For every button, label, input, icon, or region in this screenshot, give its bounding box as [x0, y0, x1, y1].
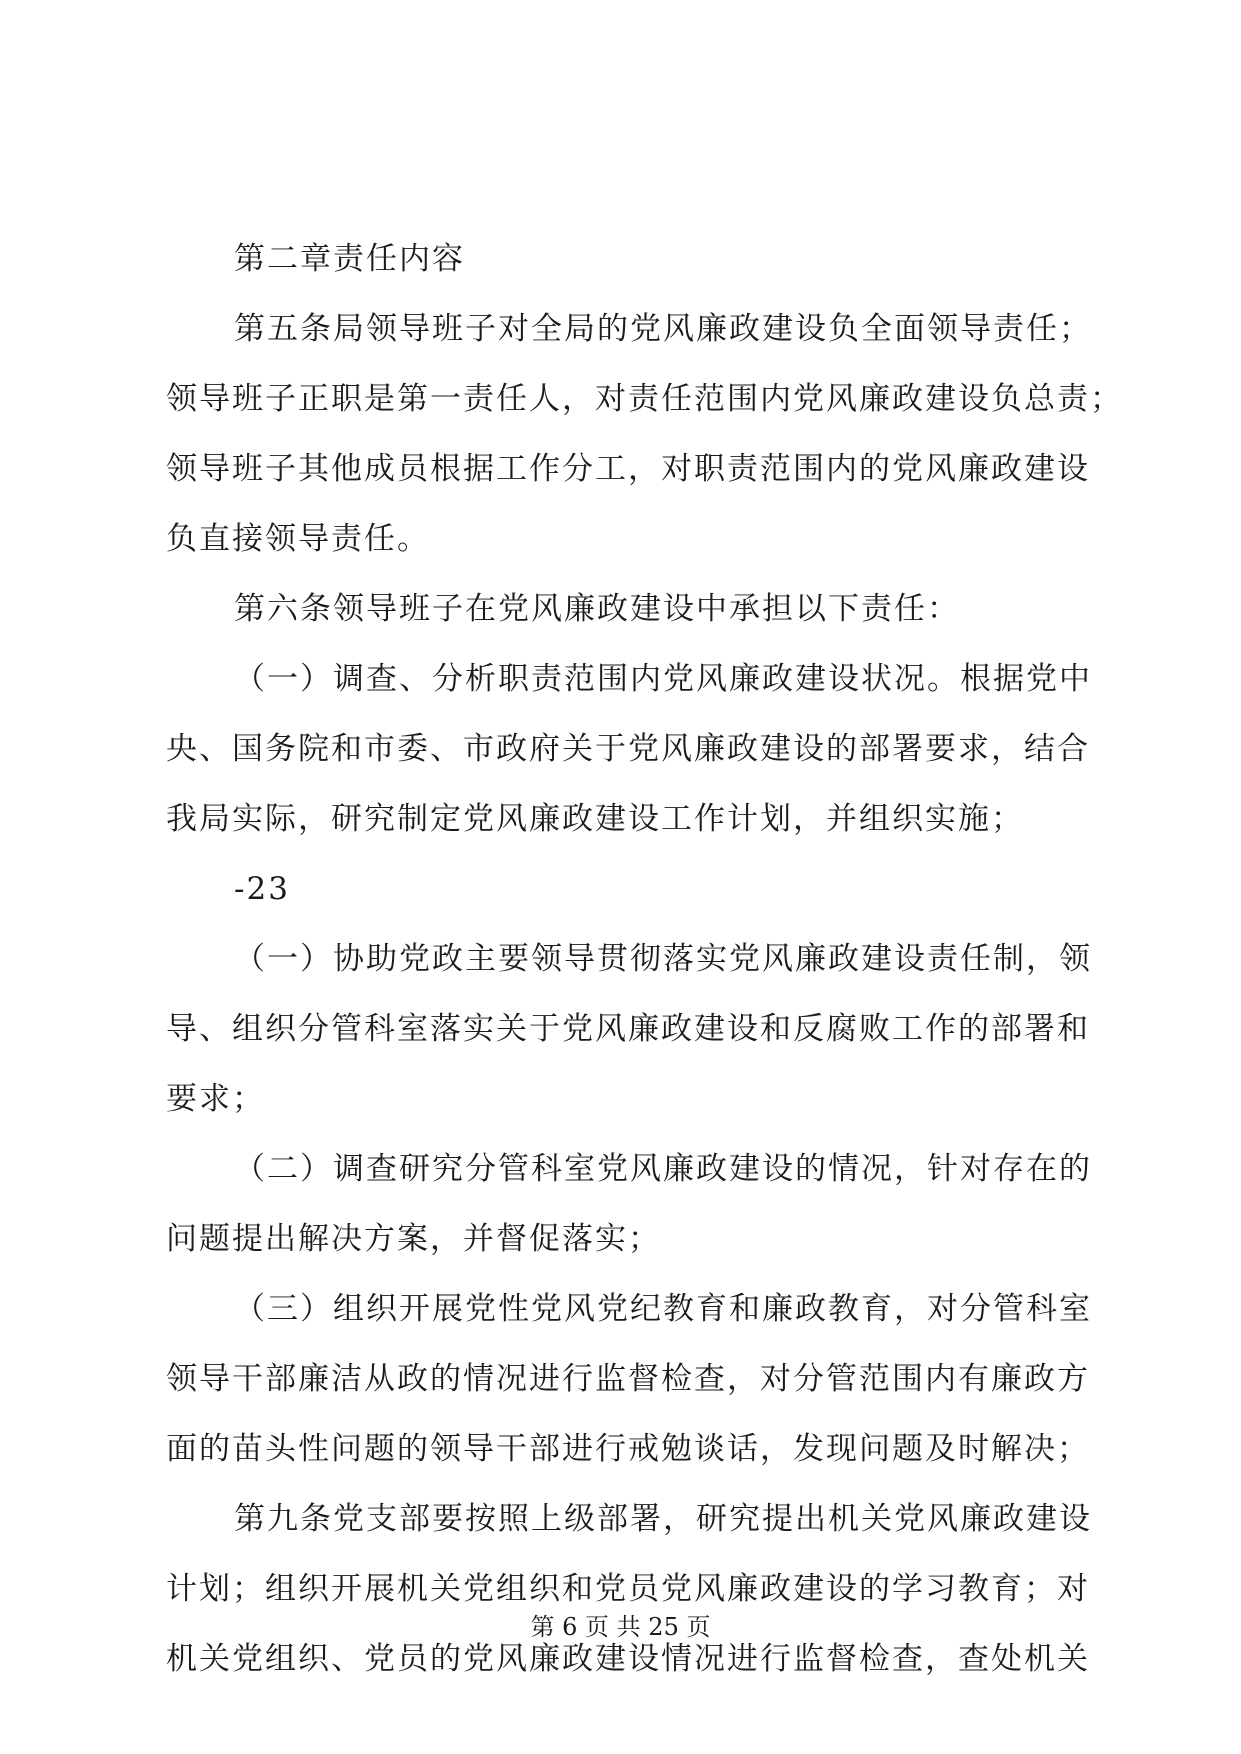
paragraph-line: 领导班子正职是第一责任人，对责任范围内党风廉政建设负总责；: [166, 381, 1123, 417]
paragraph-line: （一）协助党政主要领导贯彻落实党风廉政建设责任制，领: [234, 941, 1092, 977]
paragraph-line: 央、国务院和市委、市政府关于党风廉政建设的部署要求，结合: [166, 731, 1090, 767]
paragraph-line: 第五条局领导班子对全局的党风廉政建设负全面领导责任；: [234, 311, 1092, 347]
page-footer: [0, 1612, 1241, 1642]
paragraph-line: 问题提出解决方案，并督促落实；: [166, 1221, 661, 1257]
paragraph-line: （二）调查研究分管科室党风廉政建设的情况，针对存在的: [234, 1151, 1092, 1187]
paragraph-line: 负直接领导责任。: [166, 521, 430, 557]
chapter-heading: 第二章责任内容: [234, 241, 465, 277]
page-number-label: 第 6 页 共 25 页: [530, 1613, 711, 1641]
paragraph-line: 第九条党支部要按照上级部署，研究提出机关党风廉政建设: [234, 1501, 1092, 1537]
paragraph-line: 导、组织分管科室落实关于党风廉政建设和反腐败工作的部署和: [166, 1011, 1090, 1047]
paragraph-line: 领导班子其他成员根据工作分工，对职责范围内的党风廉政建设: [166, 451, 1090, 487]
paragraph-line: 面的苗头性问题的领导干部进行戒勉谈话，发现问题及时解决；: [166, 1431, 1090, 1467]
paragraph-line: 第六条领导班子在党风廉政建设中承担以下责任：: [234, 591, 960, 627]
page-marker: -23: [234, 871, 290, 907]
paragraph-line: 我局实际，研究制定党风廉政建设工作计划，并组织实施；: [166, 801, 1024, 837]
document-body: [166, 228, 1123, 1698]
paragraph-line: 要求；: [166, 1081, 265, 1117]
paragraph-line: 机关党组织、党员的党风廉政建设情况进行监督检查，查处机关: [166, 1641, 1090, 1677]
paragraph-line: 领导干部廉洁从政的情况进行监督检查，对分管范围内有廉政方: [166, 1361, 1090, 1397]
paragraph-line: 计划；组织开展机关党组织和党员党风廉政建设的学习教育；对: [166, 1571, 1090, 1607]
paragraph-line: （三）组织开展党性党风党纪教育和廉政教育，对分管科室: [234, 1291, 1092, 1327]
paragraph-line: （一）调查、分析职责范围内党风廉政建设状况。根据党中: [234, 661, 1092, 697]
